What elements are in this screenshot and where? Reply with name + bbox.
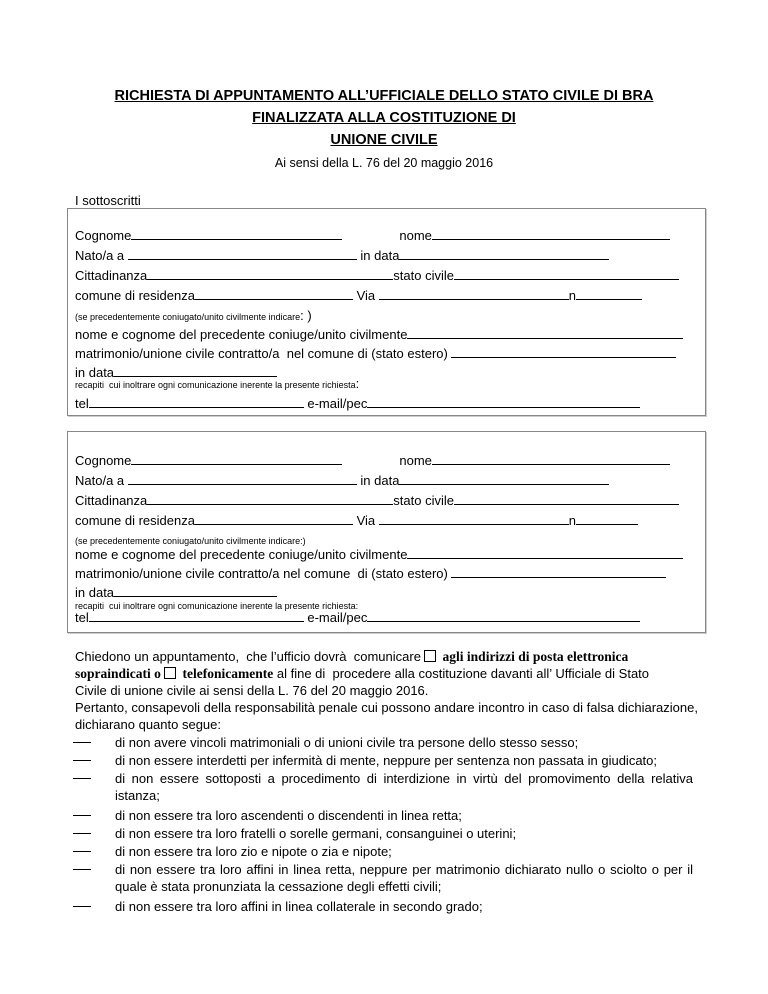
nato-field[interactable] <box>128 248 357 260</box>
applicant-1-row-prev-spouse <box>75 327 683 342</box>
stato-civile-label: stato civile <box>393 268 454 283</box>
stato-civile-label: stato civile <box>393 493 454 508</box>
prev-spouse-label: nome e cognome del precedente coniuge/unito civilmente <box>75 327 408 342</box>
marriage-label: matrimonio/unione civile contratto/a nel comune di (stato estero) <box>75 566 448 581</box>
cognome-field[interactable] <box>131 453 342 465</box>
dash-bullet-icon <box>73 778 91 779</box>
stato-civile-field[interactable] <box>454 268 679 280</box>
email-label: e-mail/pec <box>307 610 368 625</box>
applicant-1-row-contacts <box>75 396 640 411</box>
declaration-item: di non essere sottoposti a procedimento di interdizione in virtù del promovimento della relativa istanza; <box>75 770 693 804</box>
nome-label: nome <box>399 453 432 468</box>
cittadinanza-field[interactable] <box>147 268 393 280</box>
applicant-1-row-cittadinanza <box>75 268 679 283</box>
cittadinanza-label: Cittadinanza <box>75 268 148 283</box>
in-data2-field[interactable] <box>114 585 277 597</box>
applicant-2-note-prev: (se precedentemente coniugato/unito civilmente indicare:) <box>75 536 306 546</box>
request-line-4: Pertanto, consapevoli della responsabilità penale cui possono andare incontro in caso di falsa dichiarazione, <box>75 700 698 715</box>
request-line-3: Civile di unione civile ai sensi della L. 76 del 20 maggio 2016. <box>75 683 429 698</box>
via-field[interactable] <box>379 513 569 525</box>
request-line-1: Chiedono un appuntamento, che l’ufficio dovrà comunicare agli indirizzi di posta elettronica <box>75 649 629 664</box>
cognome-label: Cognome <box>75 453 132 468</box>
nome-label: nome <box>399 228 432 243</box>
declaration-item: di non essere interdetti per infermità di mente, neppure per sentenza non passata in giudicato; <box>75 752 693 769</box>
in-data-label: in data <box>360 248 400 263</box>
n-label: n <box>568 288 577 303</box>
cognome-label: Cognome <box>75 228 132 243</box>
prev-spouse-label: nome e cognome del precedente coniuge/unito civilmente <box>75 547 408 562</box>
email-checkbox[interactable] <box>424 650 436 662</box>
dash-bullet-icon <box>73 906 91 907</box>
dash-bullet-icon <box>73 833 91 834</box>
in-data2-label: in data <box>75 585 115 600</box>
comune-label: comune di residenza <box>75 288 195 303</box>
dash-bullet-icon <box>73 851 91 852</box>
marriage-field[interactable] <box>451 346 676 358</box>
applicant-2-row-marriage <box>75 566 666 581</box>
marriage-label: matrimonio/unione civile contratto/a nel comune di (stato estero) <box>75 346 448 361</box>
dash-bullet-icon <box>73 815 91 816</box>
comune-label: comune di residenza <box>75 513 195 528</box>
comune-field[interactable] <box>195 288 353 300</box>
declaration-item: di non essere tra loro affini in linea retta, neppure per matrimonio dichiarato nullo o sciolto o per il quale è stata pronunziata la cessazione degli effetti civili; <box>75 861 693 895</box>
tel-label: tel <box>75 610 89 625</box>
cittadinanza-field[interactable] <box>147 493 393 505</box>
stato-civile-field[interactable] <box>454 493 679 505</box>
applicant-1-row-cognome <box>75 228 670 243</box>
dash-bullet-icon <box>73 742 91 743</box>
cittadinanza-label: Cittadinanza <box>75 493 148 508</box>
tel-label: tel <box>75 396 89 411</box>
applicant-1-note-prev: (se precedentemente coniugato/unito civilmente indicare: ) <box>75 308 312 323</box>
applicant-2-row-prev-spouse <box>75 547 683 562</box>
marriage-field[interactable] <box>451 566 666 578</box>
request-line-2: sopraindicati o telefonicamente al fine di procedere alla costituzione davanti all’ Ufficiale di Stato <box>75 666 650 681</box>
n-label: n <box>568 513 577 528</box>
via-field[interactable] <box>379 288 569 300</box>
tel-field[interactable] <box>89 610 304 622</box>
in-data-label: in data <box>360 473 400 488</box>
document-title-line2: FINALIZZATA ALLA COSTITUZIONE DI <box>252 110 516 126</box>
document-title-line3: UNIONE CIVILE <box>330 132 438 148</box>
cognome-field[interactable] <box>131 228 342 240</box>
applicant-1-row-nato <box>75 248 609 263</box>
declaration-item: di non essere tra loro zio e nipote o zia e nipote; <box>75 843 693 860</box>
applicant-2-row-contacts <box>75 610 640 625</box>
declaration-item: di non essere tra loro fratelli o sorelle germani, consanguinei o uterini; <box>75 825 693 842</box>
tel-field[interactable] <box>89 396 304 408</box>
nato-label: Nato/a a <box>75 473 125 488</box>
request-line-5: dichiarano quanto segue: <box>75 717 222 732</box>
prev-spouse-field[interactable] <box>407 327 683 339</box>
comune-field[interactable] <box>195 513 353 525</box>
intro-text: I sottoscritti <box>75 193 141 208</box>
applicant-1-row-residenza <box>75 288 642 303</box>
email-label: e-mail/pec <box>307 396 368 411</box>
applicant-2-row-cittadinanza <box>75 493 679 508</box>
n-field[interactable] <box>576 288 642 300</box>
declaration-item: di non avere vincoli matrimoniali o di unioni civile tra persone dello stesso sesso; <box>75 734 693 751</box>
prev-spouse-field[interactable] <box>407 547 683 559</box>
applicant-2-recapiti-note: recapiti cui inoltrare ogni comunicazione inerente la presente richiesta: <box>75 601 359 611</box>
email-field[interactable] <box>367 396 640 408</box>
applicant-1-recapiti-note: recapiti cui inoltrare ogni comunicazione inerente la presente richiesta: <box>75 376 360 391</box>
phone-checkbox[interactable] <box>164 667 176 679</box>
document-subtitle: Ai sensi della L. 76 del 20 maggio 2016 <box>274 156 494 170</box>
nato-field[interactable] <box>128 473 357 485</box>
dash-bullet-icon <box>73 869 91 870</box>
in-data-field[interactable] <box>399 248 609 260</box>
nome-field[interactable] <box>432 453 670 465</box>
applicant-2-row-nato <box>75 473 609 488</box>
declaration-item: di non essere tra loro affini in linea collaterale in secondo grado; <box>75 898 693 915</box>
applicant-2-row-cognome <box>75 453 670 468</box>
nato-label: Nato/a a <box>75 248 125 263</box>
declaration-item: di non essere tra loro ascendenti o discendenti in linea retta; <box>75 807 693 824</box>
nome-field[interactable] <box>432 228 670 240</box>
document-title-line1: RICHIESTA DI APPUNTAMENTO ALL’UFFICIALE DELLO STATO CIVILE DI BRA <box>114 88 654 104</box>
via-label: Via <box>356 513 376 528</box>
n-field[interactable] <box>576 513 638 525</box>
email-field[interactable] <box>367 610 640 622</box>
dash-bullet-icon <box>73 760 91 761</box>
in-data-field[interactable] <box>399 473 609 485</box>
in-data2-label: in data <box>75 365 115 380</box>
via-label: Via <box>356 288 376 303</box>
applicant-2-row-residenza <box>75 513 638 528</box>
applicant-1-row-marriage <box>75 346 676 361</box>
